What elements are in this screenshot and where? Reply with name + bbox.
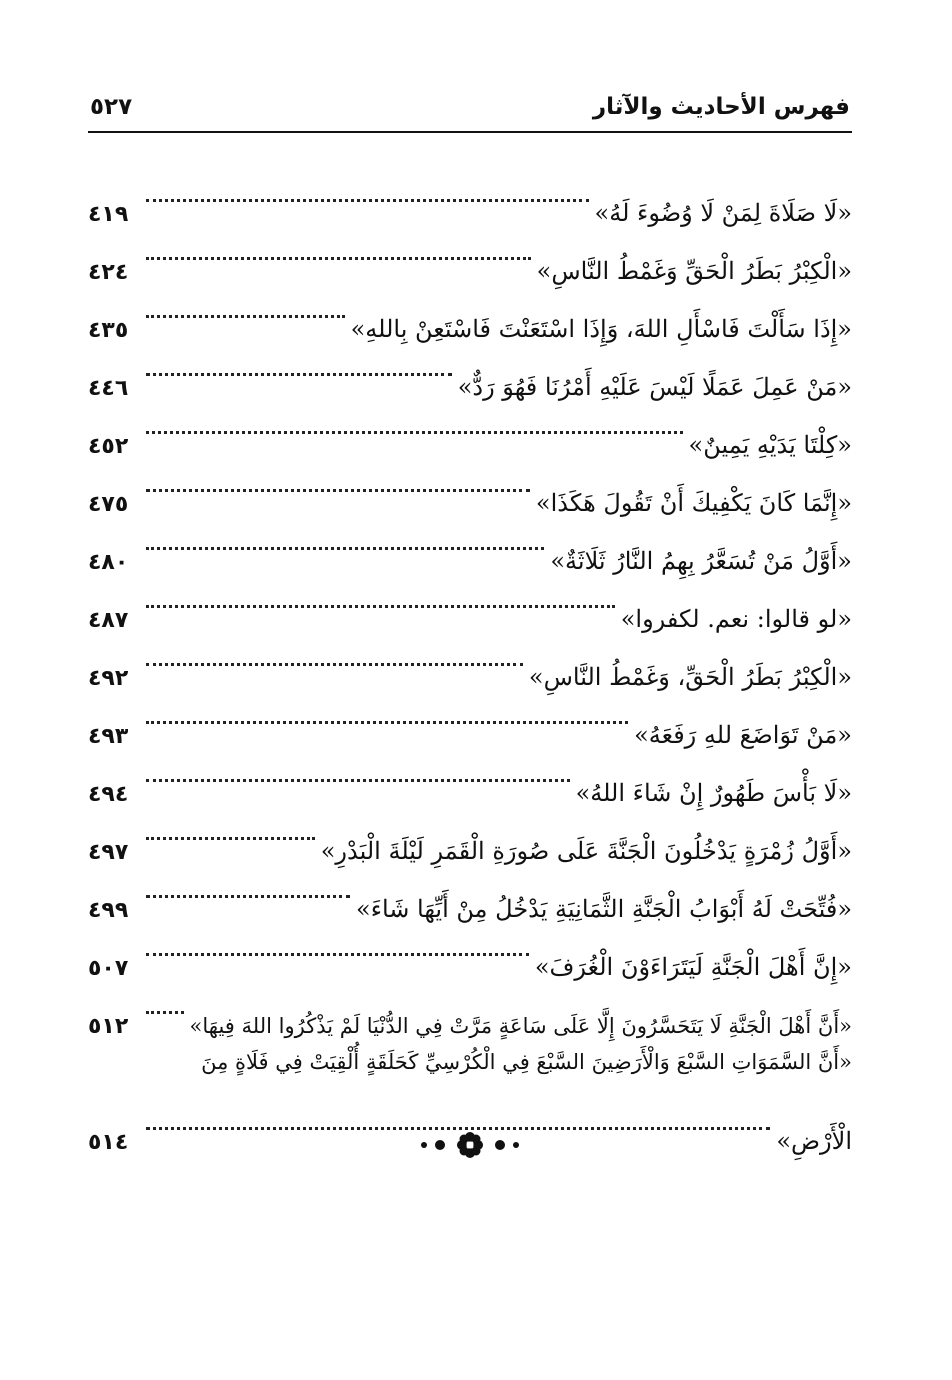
hadith-text: «لَا صَلَاةَ لِمَنْ لَا وُضُوءَ لَهُ» (594, 199, 852, 227)
list-item (88, 569, 852, 633)
page-ref: ٤٥٢ (88, 434, 129, 459)
hadith-text: «مَنْ عَمِلَ عَمَلًا لَيْسَ عَلَيْهِ أَمْرُنَا فَهُوَ رَدٌّ» (457, 373, 852, 401)
page-ref: ٤٢٤ (88, 260, 129, 285)
leader-dots (146, 801, 315, 859)
hadith-text: «أَوَّلُ زُمْرَةٍ يَدْخُلُونَ الْجَنَّةَ عَلَى صُورَةِ الْقَمَرِ لَيْلَةَ الْبَدْرِ» (320, 837, 852, 865)
hadith-text: «الْكِبْرُ بَطَرُ الْحَقِّ، وَغَمْطُ النَّاسِ» (528, 663, 852, 691)
list-item (88, 279, 852, 343)
leader-dots (146, 337, 452, 395)
page-ref: ٤٨٧ (88, 608, 129, 633)
hadith-text-line2: الْأَرْضِ» (776, 1127, 852, 1155)
page-ref: ٤٩٤ (88, 782, 129, 807)
leader-dots (146, 685, 628, 743)
leader-dots (146, 859, 350, 917)
page-number: ٥٢٧ (90, 94, 133, 120)
leader-dots (146, 569, 615, 627)
header-rule (88, 131, 852, 133)
hadith-text: «مَنْ تَوَاضَعَ للهِ رَفَعَهُ» (634, 721, 852, 749)
hadith-text: «إِنَّمَا كَانَ يَكْفِيكَ أَنْ تَقُولَ هَكَذَا» (535, 489, 852, 517)
hadith-text: «الْكِبْرُ بَطَرُ الْحَقِّ وَغَمْطُ النَّاسِ» (536, 257, 852, 285)
hadith-text: «إِذَا سَأَلْتَ فَاسْأَلِ اللهَ، وَإِذَا اسْتَعَنْتَ فَاسْتَعِنْ بِاللهِ» (350, 315, 852, 343)
page-ref: ٤٨٠ (88, 550, 129, 575)
page-ref: ٤٩٩ (88, 898, 129, 923)
page-ref: ٥١٤ (88, 1130, 129, 1155)
list-item (88, 743, 852, 807)
leader-dots (146, 453, 530, 511)
running-title: فهرس الأحاديث والآثار (592, 94, 850, 120)
list-item (88, 337, 852, 401)
hadith-index-list (88, 163, 852, 1155)
leader-dots (146, 917, 529, 975)
page-ref: ٤٤٦ (88, 376, 129, 401)
page-ref: ٤١٩ (88, 202, 129, 227)
leader-dots (146, 163, 589, 221)
hadith-text-line1: «أَنَّ السَّمَوَاتِ السَّبْعَ وَالْأَرَضِينَ السَّبْعَ فِي الْكُرْسِيِّ كَحَلَقَةٍ أُلْقِيَتْ فِي فَلَاةٍ مِنَ (201, 1050, 852, 1074)
hadith-text: «لَا بَأْسَ طَهُورٌ إِنْ شَاءَ اللهُ» (575, 779, 852, 807)
page-ref: ٥٠٧ (88, 956, 129, 981)
list-item (88, 163, 852, 227)
list-item (88, 627, 852, 691)
page-ref: ٤٩٣ (88, 724, 129, 749)
list-item (88, 859, 852, 923)
leader-dots (146, 221, 531, 279)
list-item (88, 221, 852, 285)
leader-dots (146, 395, 683, 453)
list-item (88, 917, 852, 981)
page-ref: ٤٩٧ (88, 840, 129, 865)
hadith-text: «إِنَّ أَهْلَ الْجَنَّةِ لَيَتَرَاءَوْنَ الْغُرَفَ» (534, 953, 852, 981)
page-ref: ٤٩٢ (88, 666, 129, 691)
list-item (88, 453, 852, 517)
leader-dots (146, 279, 345, 337)
list-item (88, 801, 852, 865)
hadith-text: «أَوَّلُ مَنْ تُسَعَّرُ بِهِمُ النَّارُ ثَلَاثَةٌ» (550, 547, 852, 575)
leader-dots (146, 511, 544, 569)
leader-dots (146, 975, 184, 1033)
end-ornament (400, 1128, 540, 1162)
list-item (88, 975, 852, 1039)
page-header (90, 92, 850, 132)
hadith-text: «كِلْتَا يَدَيْهِ يَمِينٌ» (688, 431, 852, 459)
hadith-text: «لو قالوا: نعم. لكفروا» (620, 605, 852, 633)
page-ref: ٥١٢ (88, 1014, 129, 1039)
page-ref: ٤٣٥ (88, 318, 129, 343)
leader-dots (146, 743, 570, 801)
leader-dots (146, 627, 523, 685)
list-item (88, 511, 852, 575)
list-item (88, 685, 852, 749)
list-item (88, 395, 852, 459)
hadith-text: «فُتِّحَتْ لَهُ أَبْوَابُ الْجَنَّةِ الثَّمَانِيَةِ يَدْخُلُ مِنْ أَيِّهَا شَاءَ» (356, 895, 852, 923)
flower-ornament-icon (400, 1128, 540, 1162)
hadith-text: «أَنَّ أَهْلَ الْجَنَّةِ لَا يَتَحَسَّرُونَ إِلَّا عَلَى سَاعَةٍ مَرَّتْ فِي الدُّنْيَا لَمْ يَذْكُرُوا اللهَ فِيهَا» (189, 1014, 852, 1038)
page-ref: ٤٧٥ (88, 492, 129, 517)
